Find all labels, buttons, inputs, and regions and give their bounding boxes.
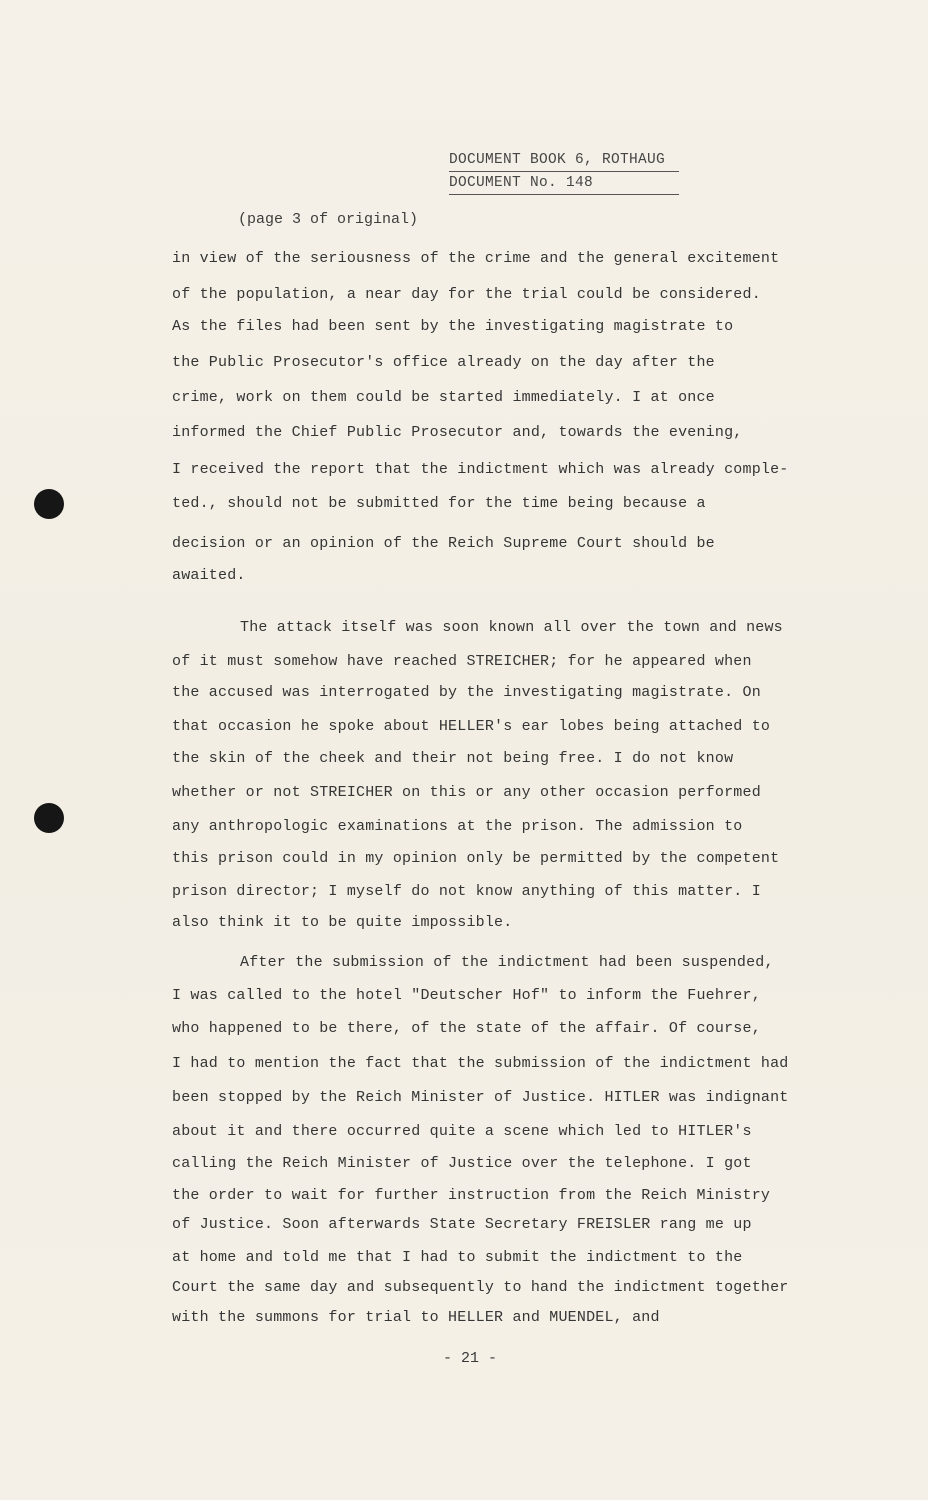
text-line: Court the same day and subsequently to hand the indictment together [172,1279,789,1296]
text-line: the order to wait for further instruction from the Reich Ministry [172,1187,771,1204]
text-line: been stopped by the Reich Minister of Justice. HITLER was indignant [172,1089,789,1106]
punch-hole [34,803,64,833]
text-line: also think it to be quite impossible. [172,914,513,931]
text-line: that occasion he spoke about HELLER's ear lobes being attached to [172,718,771,735]
text-line: any anthropologic examinations at the prison. The admission to [172,818,743,835]
text-line: with the summons for trial to HELLER and MUENDEL, and [172,1309,660,1326]
text-line: crime, work on them could be started immediately. I at once [172,389,715,406]
text-line: ted., should not be submitted for the time being because a [172,495,706,512]
text-line: I was called to the hotel "Deutscher Hof" to inform the Fuehrer, [172,987,761,1004]
text-line: informed the Chief Public Prosecutor and, towards the evening, [172,424,743,441]
document-book-label: DOCUMENT BOOK 6, ROTHAUG [449,149,679,172]
text-line: whether or not STREICHER on this or any other occasion performed [172,784,761,801]
text-line: As the files had been sent by the investigating magistrate to [172,318,734,335]
text-line: decision or an opinion of the Reich Supreme Court should be [172,535,715,552]
text-line: this prison could in my opinion only be permitted by the competent [172,850,780,867]
punch-hole [34,489,64,519]
text-line: I had to mention the fact that the submission of the indictment had [172,1055,789,1072]
text-line: After the submission of the indictment had been suspended, [240,954,774,971]
document-number-label: DOCUMENT No. 148 [449,172,679,195]
text-line: about it and there occurred quite a scene which led to HITLER's [172,1123,752,1140]
text-line: the accused was interrogated by the investigating magistrate. On [172,684,761,701]
page-number: - 21 - [443,1350,498,1367]
text-line: calling the Reich Minister of Justice over the telephone. I got [172,1155,752,1172]
text-line: in view of the seriousness of the crime and the general excitement [172,250,780,267]
text-line: of the population, a near day for the trial could be considered. [172,286,761,303]
document-header [449,149,679,195]
text-line: awaited. [172,567,246,584]
text-line: The attack itself was soon known all over the town and news [240,619,783,636]
text-line: the skin of the cheek and their not being free. I do not know [172,750,734,767]
page-reference: (page 3 of original) [238,211,419,228]
text-line: prison director; I myself do not know anything of this matter. I [172,883,761,900]
text-line: the Public Prosecutor's office already on the day after the [172,354,715,371]
text-line: of Justice. Soon afterwards State Secretary FREISLER rang me up [172,1216,752,1233]
text-line: at home and told me that I had to submit the indictment to the [172,1249,743,1266]
text-line: who happened to be there, of the state of the affair. Of course, [172,1020,761,1037]
text-line: of it must somehow have reached STREICHER; for he appeared when [172,653,752,670]
text-line: I received the report that the indictment which was already comple- [172,461,789,478]
